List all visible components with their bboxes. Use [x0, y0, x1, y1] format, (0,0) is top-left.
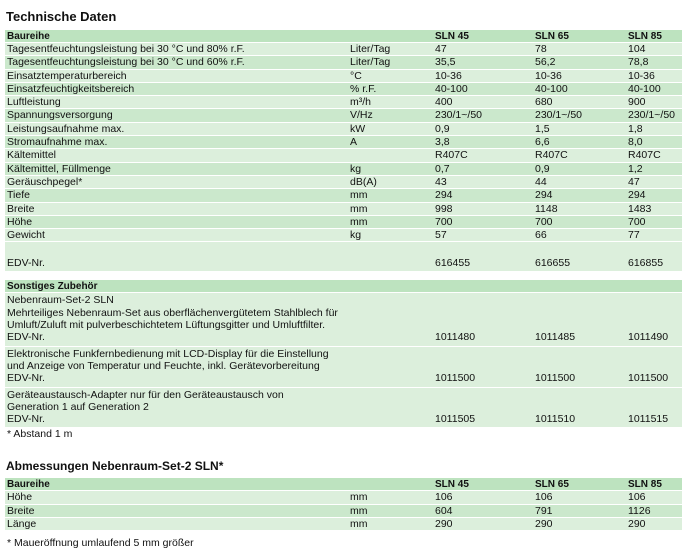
table-row [5, 56, 682, 69]
table-cell: 290 [535, 518, 553, 531]
table-cell: 900 [628, 96, 646, 109]
table-row [5, 229, 682, 242]
table-cell: 680 [535, 96, 553, 109]
table-cell: 10-36 [435, 69, 462, 82]
table-cell: 78 [535, 43, 547, 55]
table-cell: dB(A) [350, 175, 377, 188]
table-cell: 0,9 [535, 162, 550, 175]
table-cell: 1148 [535, 202, 558, 215]
spec-table [5, 30, 682, 271]
table-cell: 791 [535, 504, 553, 517]
table-cell: 1,2 [628, 162, 643, 175]
accessory-item [5, 293, 682, 346]
table-cell: Stromaufnahme max. [7, 136, 108, 149]
table-cell: 106 [628, 491, 646, 504]
table-cell: R407C [628, 149, 661, 162]
table-cell: 230/1~/50 [628, 109, 676, 122]
table-cell: Liter/Tag [350, 43, 391, 55]
table-cell: 604 [435, 504, 453, 517]
table-cell: mm [350, 202, 368, 215]
table-cell: 43 [435, 175, 447, 188]
table-cell: 44 [535, 175, 547, 188]
table-cell: R407C [435, 149, 468, 162]
table-cell: 0,9 [435, 122, 450, 135]
table-cell: mm [350, 189, 368, 202]
header-cell: SLN 45 [435, 479, 469, 491]
header-cell: SLN 85 [628, 479, 662, 491]
table-cell: V/Hz [350, 109, 373, 122]
table-cell: 230/1~/50 [535, 109, 583, 122]
description-line: Umluft/Zuluft mit pulverbeschichtetem Lüftungsgitter und Umluftfilter. [7, 319, 326, 332]
table-cell: Kältemittel, Füllmenge [7, 162, 111, 175]
table-cell: mm [350, 504, 368, 517]
edv-row [5, 242, 682, 271]
table-cell: 10-36 [535, 69, 562, 82]
description-line: Nebenraum-Set-2 SLN [7, 294, 114, 307]
table-cell: 104 [628, 43, 646, 55]
spec-table-body [5, 43, 682, 242]
table-row [5, 136, 682, 149]
table-cell: 616855 [628, 257, 664, 270]
table-cell: 106 [435, 491, 453, 504]
table-row [5, 203, 682, 216]
description-line: Generation 1 auf Generation 2 [7, 400, 149, 413]
accessories-body [5, 293, 682, 428]
table-cell: Tagesentfeuchtungsleistung bei 30 °C und 80% r.F. [7, 43, 245, 55]
accessory-item [5, 347, 682, 388]
table-cell: 8,0 [628, 136, 643, 149]
table-cell: 1,5 [535, 122, 550, 135]
table-cell: 1,8 [628, 122, 643, 135]
spec-table-header [5, 30, 682, 43]
table-cell: Gewicht [7, 229, 45, 242]
table-cell: 47 [435, 43, 447, 55]
table-cell: 290 [435, 518, 453, 531]
accessories-table [5, 280, 682, 428]
table-cell: Breite [7, 202, 35, 215]
table-cell: 3,8 [435, 136, 450, 149]
table-cell: 616655 [535, 257, 571, 270]
table-cell: 700 [435, 215, 453, 228]
table-row [5, 96, 682, 109]
table-cell: 106 [535, 491, 553, 504]
table-cell: 294 [628, 189, 646, 202]
table-cell: Höhe [7, 215, 33, 228]
description-line: Geräteaustausch-Adapter nur für den Geräteaustausch von [7, 388, 284, 401]
table-cell: 998 [435, 202, 453, 215]
edv-number: 1011480 [435, 331, 476, 344]
table-cell: Höhe [7, 491, 33, 504]
footnote: * Maueröffnung umlaufend 5 mm größer [7, 537, 194, 550]
description-line: EDV-Nr. [7, 331, 45, 344]
table-row [5, 149, 682, 162]
header-cell: SLN 65 [535, 31, 569, 42]
table-cell: EDV-Nr. [7, 257, 45, 270]
accessories-header [5, 280, 682, 293]
table-cell: 40-100 [535, 82, 568, 95]
table-cell: 77 [628, 229, 640, 242]
table-cell: 616455 [435, 257, 471, 270]
table-cell: Breite [7, 504, 35, 517]
description-line: EDV-Nr. [7, 372, 45, 385]
description-line: Elektronische Funkfernbedienung mit LCD-Display für die Einstellung [7, 347, 329, 360]
page-title: Technische Daten [6, 9, 117, 24]
edv-number: 1011500 [628, 372, 669, 385]
table-cell: °C [350, 69, 362, 82]
table-cell: kg [350, 162, 362, 175]
table-row [5, 176, 682, 189]
table-row [5, 70, 682, 83]
dims-table-header [5, 478, 682, 491]
table-cell: 78,8 [628, 56, 649, 69]
table-cell: 700 [628, 215, 646, 228]
description-line: EDV-Nr. [7, 413, 45, 426]
table-row [5, 518, 682, 531]
table-cell: 40-100 [628, 82, 661, 95]
table-cell: mm [350, 518, 368, 531]
table-cell: kW [350, 122, 366, 135]
dims-table-body [5, 491, 682, 531]
table-cell: 700 [535, 215, 553, 228]
edv-number: 1011490 [628, 331, 669, 344]
table-cell: A [350, 136, 358, 149]
table-cell: 230/1~/50 [435, 109, 483, 122]
accessory-description [5, 388, 435, 428]
accessory-description [5, 293, 435, 345]
table-cell: 40-100 [435, 82, 468, 95]
table-cell: 47 [628, 175, 640, 188]
table-cell: Kältemittel [7, 149, 57, 162]
table-cell: Einsatztemperaturbereich [7, 69, 127, 82]
dims-title: Abmessungen Nebenraum-Set-2 SLN* [6, 459, 224, 474]
edv-number: 1011510 [535, 413, 576, 426]
edv-number: 1011515 [628, 413, 669, 426]
table-cell: Tiefe [7, 189, 30, 202]
table-cell: 1483 [628, 202, 652, 215]
accessory-item [5, 388, 682, 429]
table-row [5, 505, 682, 518]
header-cell: Sonstiges Zubehör [7, 281, 98, 293]
table-row [5, 491, 682, 504]
table-cell: 294 [435, 189, 453, 202]
table-cell: 10-36 [628, 69, 655, 82]
table-row [5, 123, 682, 136]
header-cell: SLN 65 [535, 479, 569, 491]
table-cell: % r.F. [350, 82, 377, 95]
table-cell: 0,7 [435, 162, 450, 175]
table-cell: 290 [628, 518, 646, 531]
table-cell: 294 [535, 189, 553, 202]
table-cell: R407C [535, 149, 568, 162]
table-cell: 6,6 [535, 136, 550, 149]
table-cell: Leistungsaufnahme max. [7, 122, 125, 135]
table-cell: m³/h [350, 96, 371, 109]
edv-number: 1011500 [435, 372, 476, 385]
header-cell: Baureihe [7, 479, 50, 491]
dims-table [5, 478, 682, 531]
accessory-description [5, 347, 435, 387]
table-row [5, 216, 682, 229]
table-cell: mm [350, 491, 368, 504]
edv-number: 1011500 [535, 372, 576, 385]
header-cell: Baureihe [7, 31, 50, 42]
table-cell: Spannungsversorgung [7, 109, 113, 122]
description-line: Mehrteiliges Nebenraum-Set aus oberflächenvergütetem Stahlblech für [7, 306, 338, 319]
table-cell: 400 [435, 96, 453, 109]
table-cell: 1126 [628, 504, 651, 517]
table-cell: 57 [435, 229, 447, 242]
table-row [5, 83, 682, 96]
table-cell: Einsatzfeuchtigkeitsbereich [7, 82, 135, 95]
table-cell: Länge [7, 518, 37, 531]
table-cell: kg [350, 229, 362, 242]
table-row [5, 163, 682, 176]
table-cell: 35,5 [435, 56, 456, 69]
edv-number: 1011485 [535, 331, 576, 344]
table-cell: mm [350, 215, 368, 228]
table-cell: Liter/Tag [350, 56, 391, 69]
header-cell: SLN 45 [435, 31, 469, 42]
edv-number: 1011505 [435, 413, 476, 426]
table-row [5, 189, 682, 202]
table-cell: 56,2 [535, 56, 556, 69]
description-line: und Anzeige von Temperatur und Feuchte, inkl. Gerätevorbereitung [7, 359, 320, 372]
table-cell: Geräuschpegel* [7, 175, 83, 188]
header-cell: SLN 85 [628, 31, 662, 42]
table-cell: Luftleistung [7, 96, 61, 109]
table-cell: 66 [535, 229, 547, 242]
table-row [5, 109, 682, 122]
table-row [5, 43, 682, 56]
footnote: * Abstand 1 m [7, 428, 73, 441]
table-cell: Tagesentfeuchtungsleistung bei 30 °C und 60% r.F. [7, 56, 245, 69]
